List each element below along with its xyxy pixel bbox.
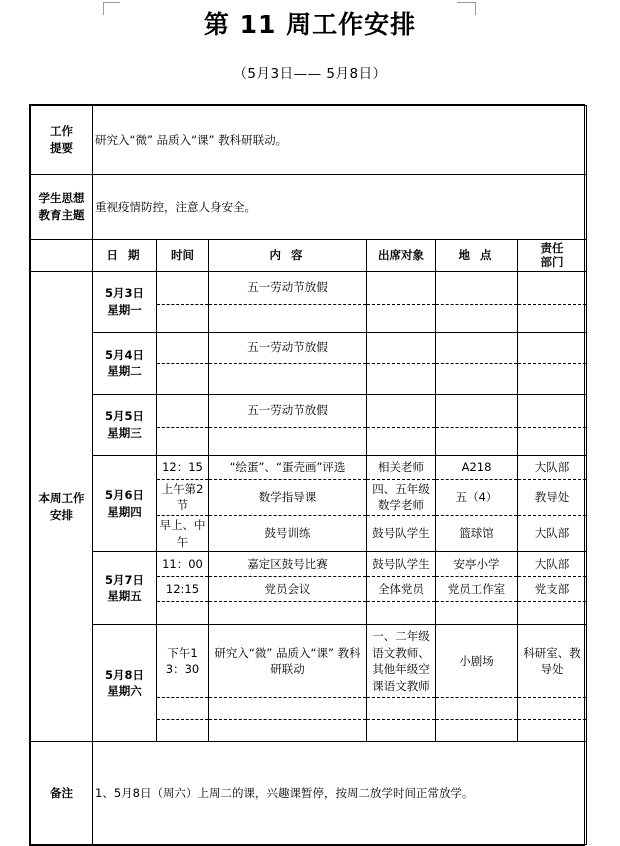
department-cell: 教导处 <box>518 479 587 515</box>
attendees-cell: 鼓号队学生 <box>367 552 436 577</box>
table-row-may5-a <box>31 394 587 427</box>
table-row-may4-a <box>31 332 587 363</box>
department-cell <box>518 427 587 455</box>
location-cell <box>436 394 518 427</box>
content-cell: 五一劳动节放假 <box>209 332 367 363</box>
time-cell <box>157 304 209 332</box>
remarks-text: 1、5月8日（周六）上周二的课，兴趣课暂停，按周二放学时间正常放学。 <box>93 742 587 845</box>
time-cell <box>157 602 209 625</box>
date-cell-may5: 5月5日 星期三 <box>93 394 157 455</box>
content-cell <box>209 304 367 332</box>
date-cell-may7: 5月7日 星期五 <box>93 552 157 625</box>
attendees-cell: 相关老师 <box>367 455 436 479</box>
location-cell <box>436 698 518 720</box>
content-cell: “绘蛋”、“蛋壳画”评选 <box>209 455 367 479</box>
location-cell: 安亭小学 <box>436 552 518 577</box>
table-row-may3-a <box>31 271 587 304</box>
location-cell <box>436 602 518 625</box>
table-row-may7-a <box>31 552 587 577</box>
location-cell <box>436 304 518 332</box>
time-cell: 11：00 <box>157 552 209 577</box>
attendees-cell <box>367 720 436 742</box>
content-cell <box>209 698 367 720</box>
table-row-remarks <box>31 742 587 845</box>
header-department: 责任 部门 <box>518 240 587 272</box>
department-cell <box>518 304 587 332</box>
attendees-cell <box>367 698 436 720</box>
education-theme-label: 学生思想 教育主题 <box>31 175 93 240</box>
time-cell <box>157 271 209 304</box>
page-title: 第 11 周工作安排 <box>203 10 417 39</box>
table-row-education-theme <box>31 175 587 240</box>
location-cell: 党员工作室 <box>436 577 518 602</box>
time-cell: 下午13：30 <box>157 625 209 698</box>
content-cell <box>209 427 367 455</box>
attendees-cell <box>367 271 436 304</box>
department-cell: 党支部 <box>518 577 587 602</box>
department-cell <box>518 720 587 742</box>
department-cell: 大队部 <box>518 552 587 577</box>
time-cell: 12：15 <box>157 455 209 479</box>
header-spacer <box>31 240 93 272</box>
department-cell <box>518 363 587 394</box>
attendees-cell: 四、五年级数学老师 <box>367 479 436 515</box>
content-cell: 党员会议 <box>209 577 367 602</box>
content-cell <box>209 602 367 625</box>
remarks-label: 备注 <box>31 742 93 845</box>
header-attendees: 出席对象 <box>367 240 436 272</box>
content-cell: 数学指导课 <box>209 479 367 515</box>
location-cell <box>436 427 518 455</box>
work-summary-label: 工作 提要 <box>31 106 93 175</box>
header-date: 日 期 <box>93 240 157 272</box>
time-cell <box>157 363 209 394</box>
department-cell <box>518 394 587 427</box>
department-cell <box>518 602 587 625</box>
section-label-weekly-arrangement: 本周工作 安排 <box>31 271 93 742</box>
date-cell-may6: 5月6日 星期四 <box>93 455 157 552</box>
attendees-cell: 一、二年级语文教师、其他年级空课语文教师 <box>367 625 436 698</box>
attendees-cell <box>367 332 436 363</box>
education-theme-value: 重视疫情防控，注意人身安全。 <box>93 175 587 240</box>
table-row-may8-a <box>31 625 587 698</box>
content-cell <box>209 363 367 394</box>
attendees-cell <box>367 427 436 455</box>
time-cell <box>157 332 209 363</box>
table-header-row <box>31 240 587 272</box>
department-cell <box>518 698 587 720</box>
content-cell: 五一劳动节放假 <box>209 394 367 427</box>
time-cell: 早上、中午 <box>157 516 209 552</box>
header-location: 地 点 <box>436 240 518 272</box>
attendees-cell: 全体党员 <box>367 577 436 602</box>
header-time: 时间 <box>157 240 209 272</box>
date-cell-may8: 5月8日 星期六 <box>93 625 157 742</box>
table-row-may6-a <box>31 455 587 479</box>
date-cell-may3: 5月3日 星期一 <box>93 271 157 332</box>
date-cell-may4: 5月4日 星期二 <box>93 332 157 394</box>
time-cell: 上午第2节 <box>157 479 209 515</box>
table-row-work-summary <box>31 106 587 175</box>
location-cell <box>436 720 518 742</box>
location-cell: 篮球馆 <box>436 516 518 552</box>
content-cell <box>209 720 367 742</box>
department-cell <box>518 271 587 304</box>
content-cell: 鼓号训练 <box>209 516 367 552</box>
attendees-cell <box>367 602 436 625</box>
content-cell: 研究入“微” 品质入“课” 教科研联动 <box>209 625 367 698</box>
time-cell <box>157 720 209 742</box>
department-cell: 科研室、教导处 <box>518 625 587 698</box>
attendees-cell: 鼓号队学生 <box>367 516 436 552</box>
location-cell <box>436 363 518 394</box>
page-subtitle: （5月3日—— 5月8日） <box>233 66 387 82</box>
work-summary-value: 研究入“微” 品质入“课” 教科研联动。 <box>93 106 587 175</box>
content-cell: 嘉定区鼓号比赛 <box>209 552 367 577</box>
time-cell <box>157 698 209 720</box>
content-cell: 五一劳动节放假 <box>209 271 367 304</box>
location-cell: A218 <box>436 455 518 479</box>
department-cell <box>518 332 587 363</box>
attendees-cell <box>367 394 436 427</box>
header-content: 内 容 <box>209 240 367 272</box>
location-cell: 五（4） <box>436 479 518 515</box>
department-cell: 大队部 <box>518 516 587 552</box>
time-cell: 12:15 <box>157 577 209 602</box>
location-cell <box>436 332 518 363</box>
time-cell <box>157 394 209 427</box>
attendees-cell <box>367 304 436 332</box>
location-cell: 小剧场 <box>436 625 518 698</box>
department-cell: 大队部 <box>518 455 587 479</box>
attendees-cell <box>367 363 436 394</box>
time-cell <box>157 427 209 455</box>
location-cell <box>436 271 518 304</box>
work-schedule-table <box>29 104 585 846</box>
